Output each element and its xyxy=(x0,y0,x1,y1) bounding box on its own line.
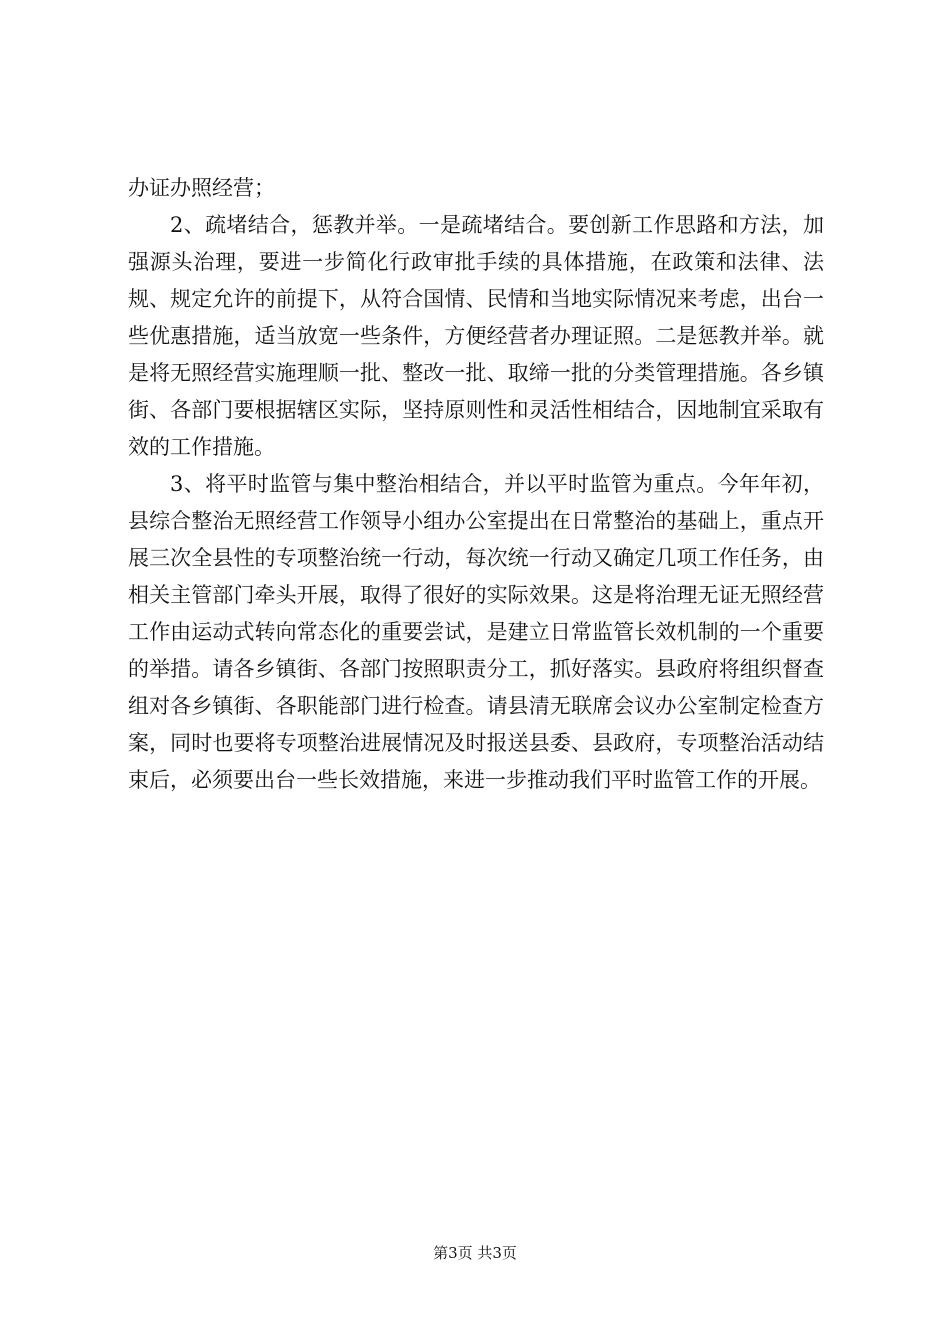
paragraph-continuation: 办证办照经营； xyxy=(128,176,275,200)
paragraph-item-2: 2、疏堵结合，惩教并举。一是疏堵结合。要创新工作思路和方法，加强源头治理，要进一步简化行政审批手续的具体措施，在政策和法律、法规、规定允许的前提下，从符合国情、民情和当地实际情况来考虑，出台一些优惠措施，适当放宽一些条件，方便经营者办理证照。二是惩教并举。就是将无照经营实施理顺一批、整改一批、取缔一批的分类管理措施。各乡镇街、各部门要根据辖区实际，坚持原则性和灵活性相结合，因地制宜采取有效的工作措施。 xyxy=(128,213,824,459)
paragraph-item-3: 3、将平时监管与集中整治相结合，并以平时监管为重点。今年年初，县综合整治无照经营工作领导小组办公室提出在日常整治的基础上，重点开展三次全县性的专项整治统一行动，每次统一行动又确定几项工作任务，由相关主管部门牵头开展，取得了很好的实际效果。这是将治理无证无照经营工作由运动式转向常态化的重要尝试，是建立日常监管长效机制的一个重要的举措。请各乡镇街、各部门按照职责分工，抓好落实。县政府将组织督查组对各乡镇街、各职能部门进行检查。请县清无联席会议办公室制定检查方案，同时也要将专项整治进展情况及时报送县委、县政府，专项整治活动结束后，必须要出台一些长效措施，来进一步推动我们平时监管工作的开展。 xyxy=(128,472,824,792)
page-number-footer: 第3页 共3页 xyxy=(433,1244,517,1262)
document-body xyxy=(128,170,824,799)
